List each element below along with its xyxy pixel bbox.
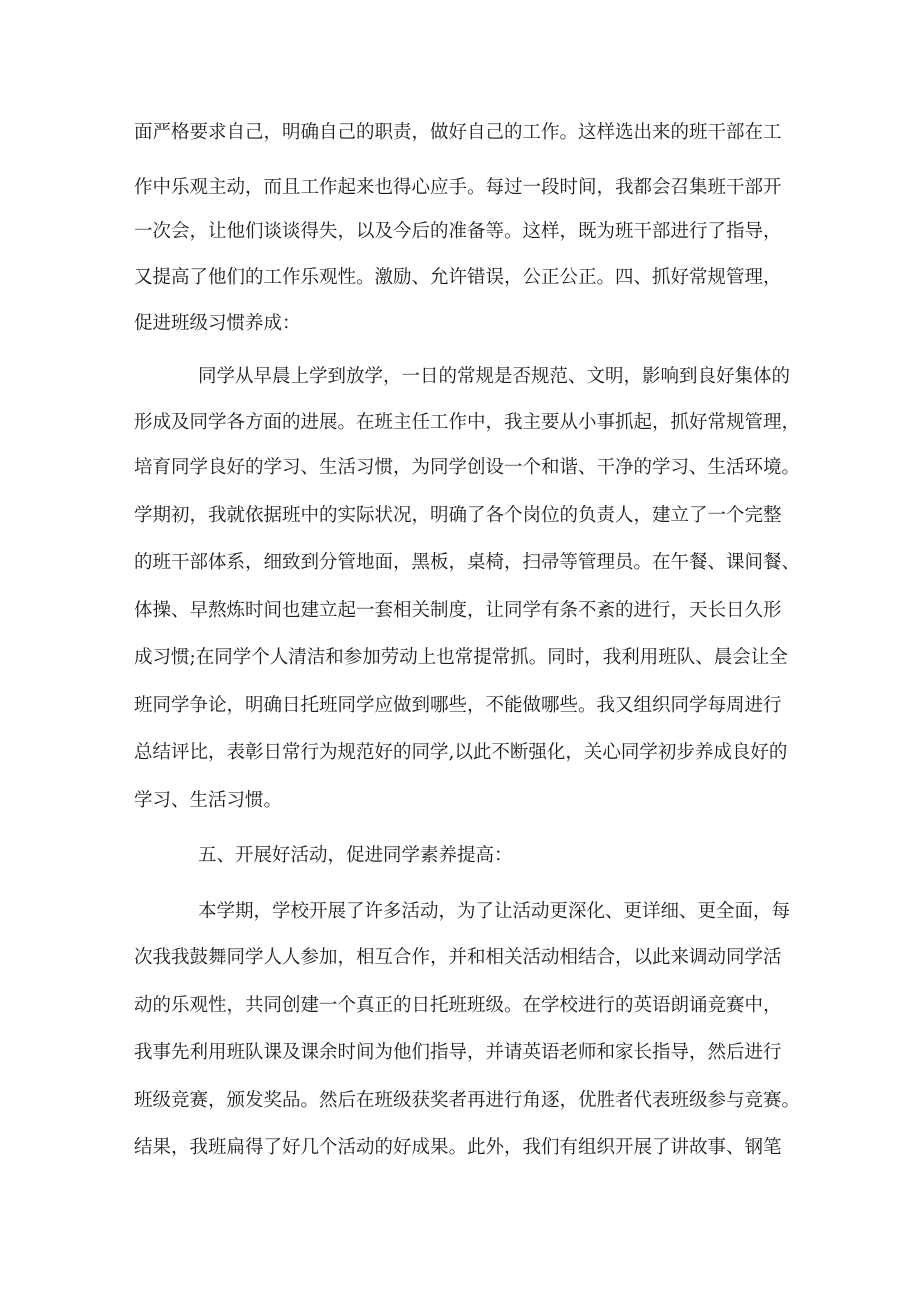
text-line: 次我我鼓舞同学人人参加，相互合作，并和相关活动相结合，以此来调动同学活 [134,947,782,968]
text-line: 同学从早晨上学到放学，一日的常规是否规范、文明，影响到良好集体的 [198,366,791,387]
text-line: 班同学争论，明确日托班同学应做到哪些，不能做哪些。我又组织同学每周进行 [134,695,782,716]
text-line: 动的乐观性，共同创建一个真正的日托班班级。在学校进行的英语朗诵竞赛中， [134,995,782,1016]
text-line: 学期初，我就依据班中的实际状况，明确了各个岗位的负责人，建立了一个完整 [134,505,782,526]
text-line: 面严格要求自己，明确自己的职责，做好自己的工作。这样选出来的班干部在工 [134,122,782,143]
text-line: 又提高了他们的工作乐观性。激励、允许错误，公正公正。四、抓好常规管理， [134,267,782,288]
text-line: 形成及同学各方面的进展。在班主任工作中，我主要从小事抓起，抓好常规管理， [134,412,801,433]
text-line: 培育同学良好的学习、生活习惯，为同学创设一个和谐、干净的学习、生活环境。 [134,457,801,478]
text-line: 我事先利用班队课及课余时间为他们指导，并请英语老师和家长指导，然后进行 [134,1042,782,1063]
text-line: 成习惯;在同学个人清洁和参加劳动上也常提常抓。同时，我利用班队、晨会让全 [134,647,788,668]
text-line: 作中乐观主动，而且工作起来也得心应手。每过一段时间，我都会召集班干部开 [134,177,782,198]
text-line: 总结评比，表彰日常行为规范好的同学,以此不断强化，关心同学初步养成良好的 [134,742,788,763]
text-line: 体操、早熬炼时间也建立起一套相关制度，让同学有条不紊的进行，天长日久形 [134,600,782,621]
text-line: 结果，我班扁得了好几个活动的好成果。此外，我们有组织开展了讲故事、钢笔 [134,1137,782,1158]
text-line: 促进班级习惯养成： [134,313,301,334]
text-line: 一次会，让他们谈谈得失，以及今后的准备等。这样，既为班干部进行了指导， [134,221,782,242]
text-line: 本学期，学校开展了许多活动，为了让活动更深化、更详细、更全面，每 [198,901,791,922]
text-line: 的班干部体系，细致到分管地面，黑板，桌椅，扫帚等管理员。在午餐、课间餐、 [134,552,801,573]
section-heading: 五、开展好活动，促进同学素养提高： [198,845,513,866]
text-line: 班级竞赛，颁发奖品。然后在班级获奖者再进行角逐，优胜者代表班级参与竞赛。 [134,1090,801,1111]
text-line: 学习、生活习惯。 [134,790,283,811]
